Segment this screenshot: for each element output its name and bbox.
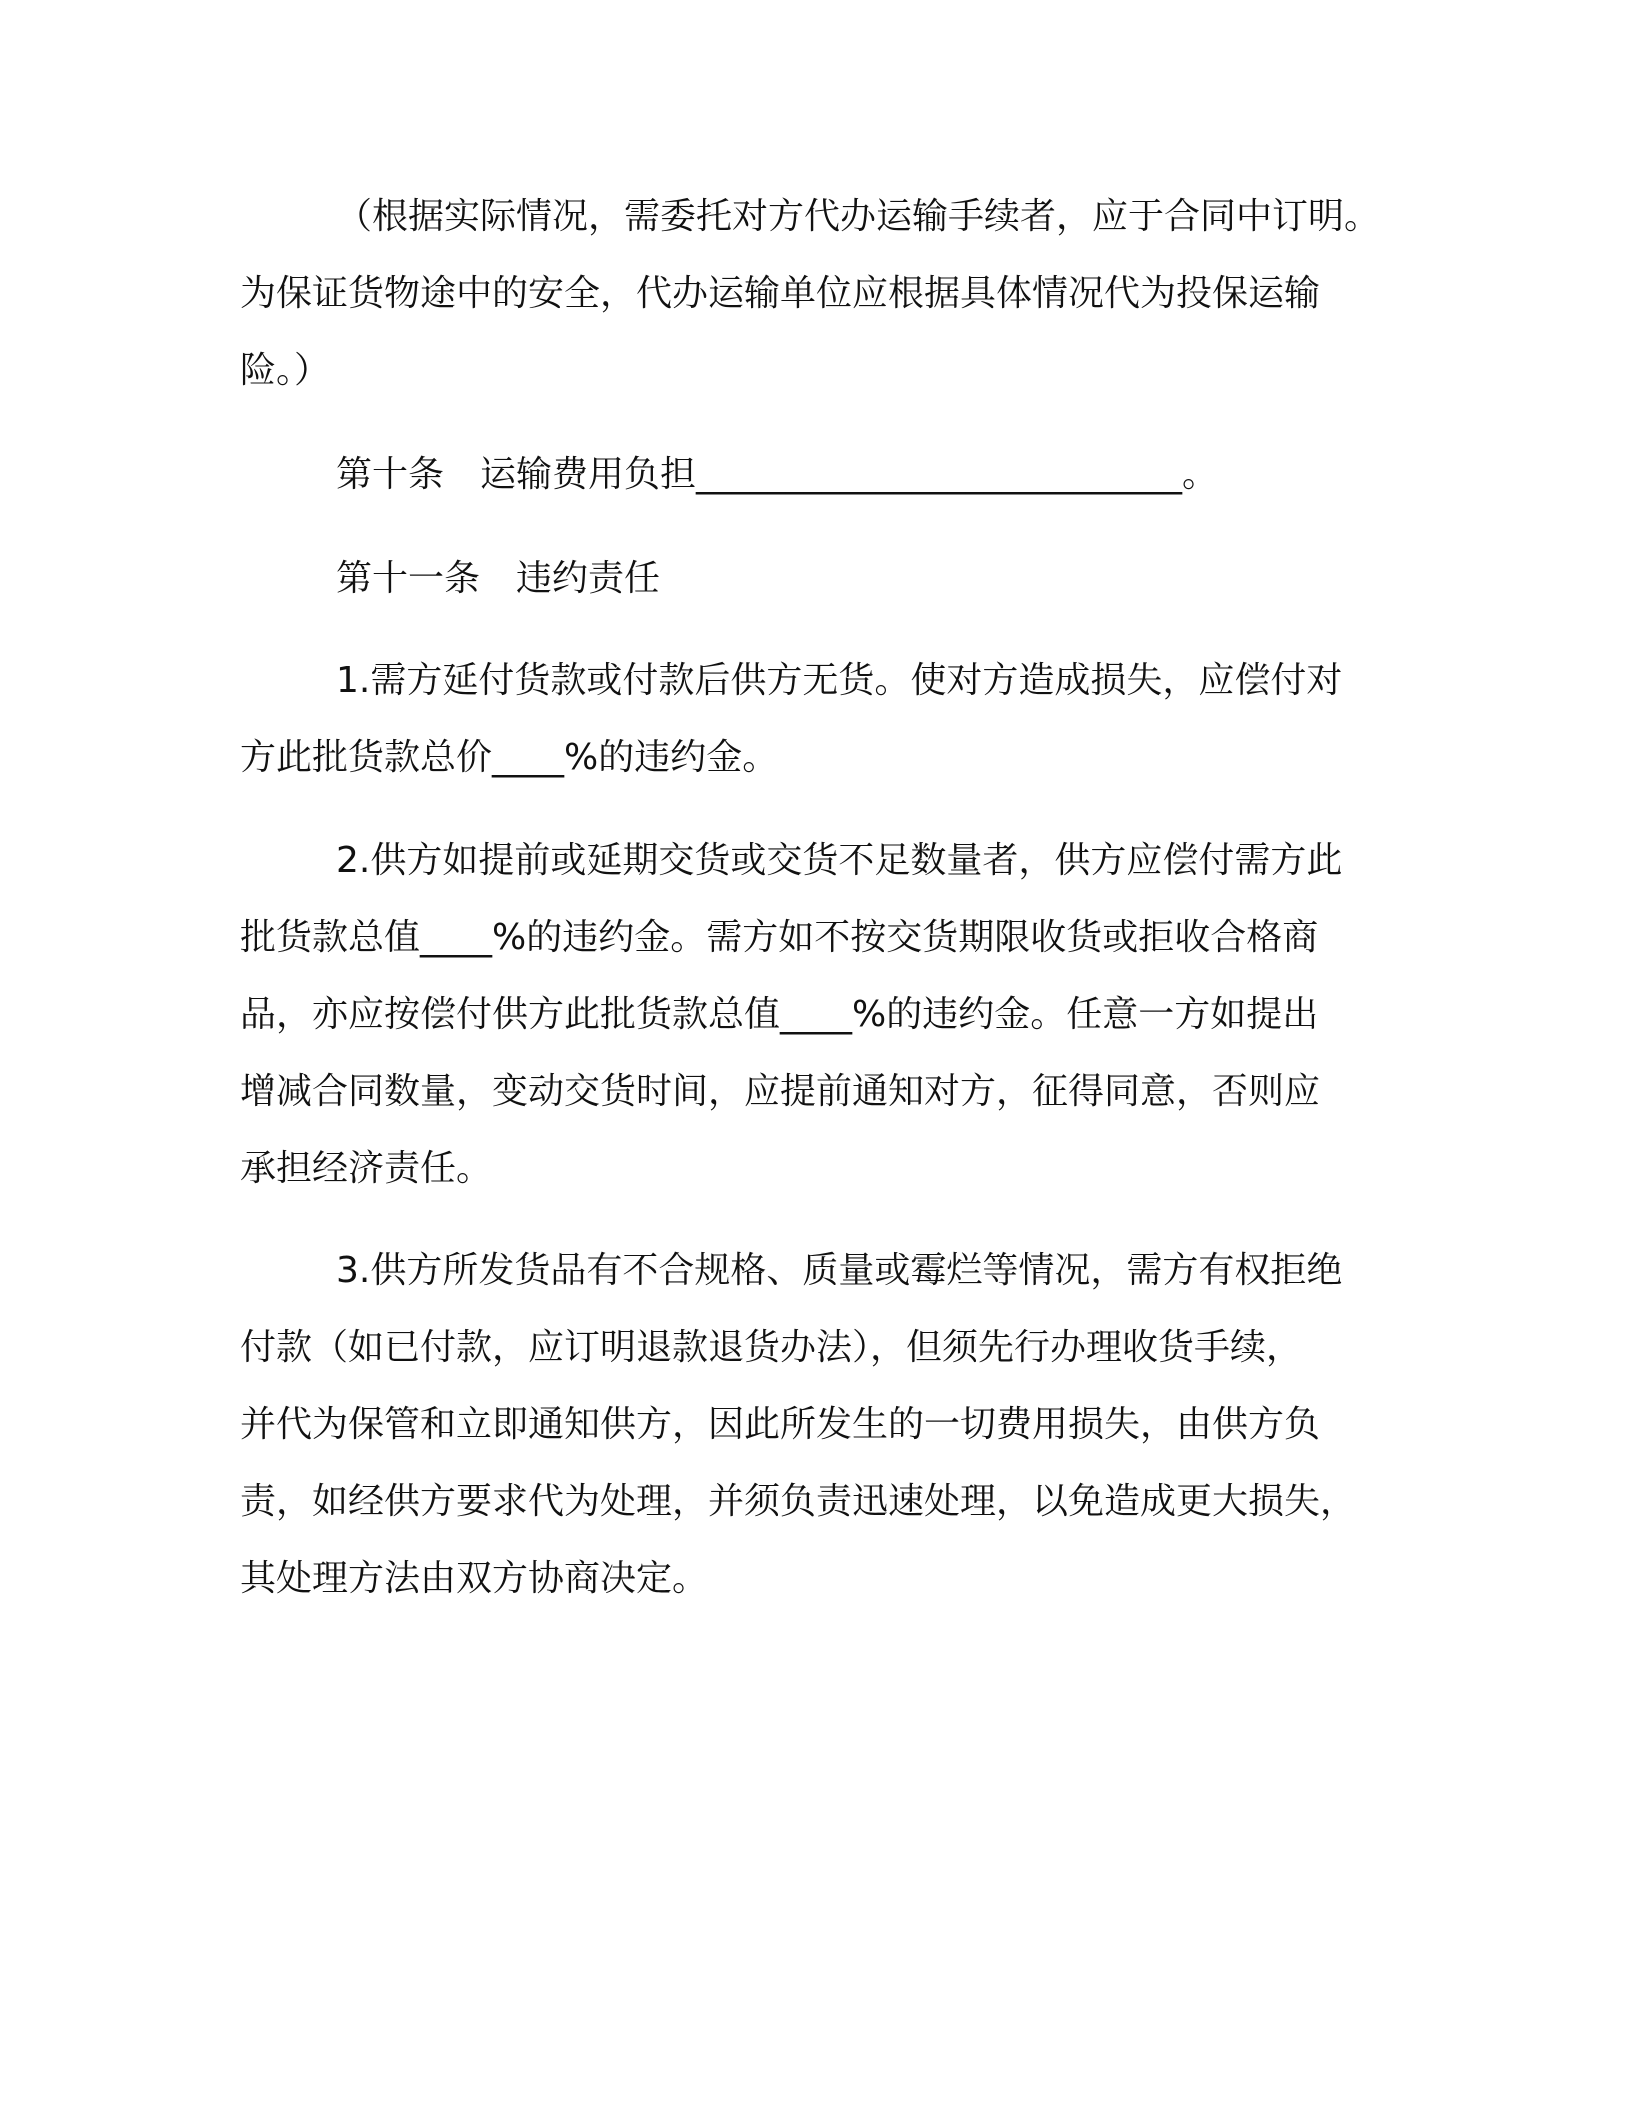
article-text: 运输费用负担___________________________。 <box>480 454 1219 495</box>
paragraph-line: （根据实际情况，需委托对方代办运输手续者，应于合同中订明。 <box>336 196 1381 237</box>
article-number: 第十条 <box>336 454 445 495</box>
paragraph-line: 并代为保管和立即通知供方，因此所发生的一切费用损失，由供方负 <box>240 1404 1321 1445</box>
paragraph-line: 2.供方如提前或延期交货或交货不足数量者，供方应偿付需方此 <box>336 840 1343 881</box>
paragraph-line: 方此批货款总价____%的违约金。 <box>240 737 779 778</box>
paragraph-line: 增减合同数量，变动交货时间，应提前通知对方，征得同意，否则应 <box>240 1071 1321 1112</box>
paragraph-line: 1.需方延付货款或付款后供方无货。使对方造成损失，应偿付对 <box>336 660 1343 701</box>
article-11-line <box>240 540 1410 617</box>
paragraph-line: 责，如经供方要求代为处理，并须负责迅速处理，以免造成更大损失， <box>240 1481 1357 1522</box>
paragraph-line: 付款（如已付款，应订明退款退货办法），但须先行办理收货手续， <box>240 1327 1303 1368</box>
paragraph-line: 承担经济责任。 <box>240 1148 493 1189</box>
article-11 <box>240 540 1410 617</box>
article-number: 第十一条 <box>336 558 481 599</box>
paragraph-line: 其处理方法由双方协商决定。 <box>240 1558 709 1599</box>
paragraph-line: 为保证货物途中的安全，代办运输单位应根据具体情况代为投保运输 <box>240 273 1321 314</box>
paragraph-line: 品，亦应按偿付供方此批货款总值____%的违约金。任意一方如提出 <box>240 994 1319 1035</box>
note-paragraph <box>240 178 1410 409</box>
paragraph-line: 批货款总值____%的违约金。需方如不按交货期限收货或拒收合格商 <box>240 917 1319 958</box>
clause-3 <box>240 1232 1410 1617</box>
clause-2 <box>240 822 1410 1207</box>
paragraph-line: 3.供方所发货品有不合规格、质量或霉烂等情况，需方有权拒绝 <box>336 1250 1343 1291</box>
paragraph-line: 险。） <box>240 350 331 391</box>
article-10-line <box>240 436 1410 513</box>
article-10 <box>240 436 1410 513</box>
clause-1 <box>240 642 1410 796</box>
article-title: 违约责任 <box>516 558 661 599</box>
